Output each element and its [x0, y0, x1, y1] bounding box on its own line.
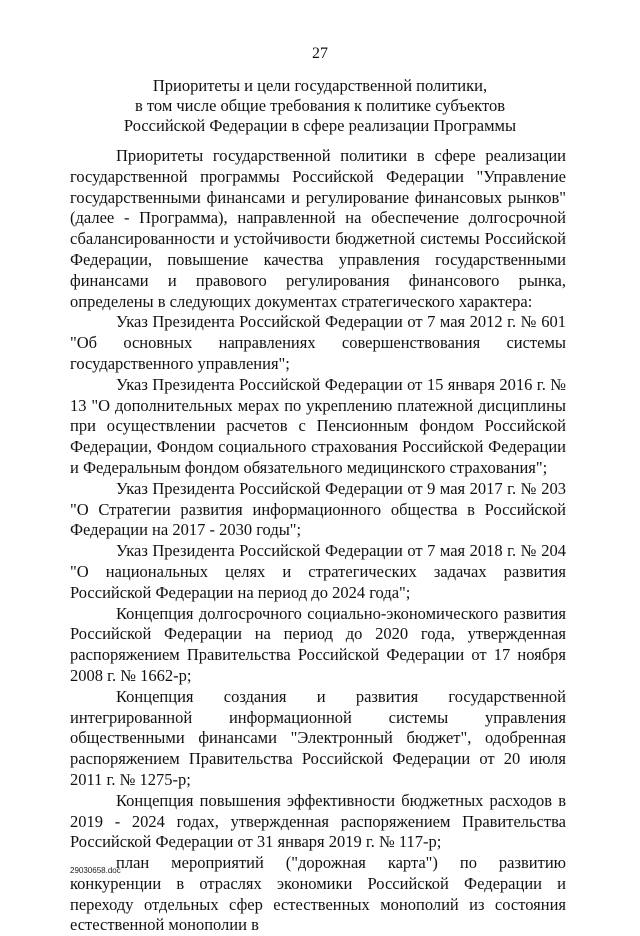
heading-line: Приоритеты и цели государственной политики,: [152, 76, 488, 95]
page-number: 27: [312, 45, 328, 62]
list-item-concept-efficiency: Концепция повышения эффективности бюджетных расходов в 2019 - 2024 годах, утвержденная распоряжением Правительства Российской Федерации от 31 января 2019 г. № 117-р;: [70, 790, 566, 852]
list-item-decree-204: Указ Президента Российской Федерации от 7 мая 2018 г. № 204 "О национальных целях и стратегических задачах развития Российской Федерации на период до 2024 года";: [70, 541, 566, 602]
section-heading: [70, 76, 570, 136]
list-item-decree-203: Указ Президента Российской Федерации от 9 мая 2017 г. № 203 "О Стратегии развития информационного общества в Российской Федерации на 2017 - 2030 годы";: [70, 478, 566, 540]
list-item-concept-2020: Концепция долгосрочного социально-экономического развития Российской Федерации на период до 2020 года, утвержденная распоряжением Правительства Российской Федерации от 17 ноября 2008 г. № 1662-р;: [70, 603, 566, 685]
heading-line: в том числе общие требования к политике субъектов: [134, 96, 506, 115]
list-item-roadmap: план мероприятий ("дорожная карта") по развитию конкуренции в отраслях экономики Российской Федерации и переходу отдельных сфер естественных монополий из состояния естественной монополии в: [70, 853, 566, 935]
document-body: [70, 146, 566, 936]
list-item-decree-601: Указ Президента Российской Федерации от 7 мая 2012 г. № 601 "Об основных направлениях совершенствования системы государственного управления";: [70, 312, 566, 373]
footer-file-code: 29030658.doc: [70, 866, 121, 875]
list-item-concept-electronic-budget: Концепция создания и развития государственной интегрированной информационной системы управления общественными финансами "Электронный бюджет", одобренная распоряжением Правительства Российской Федерации от 20 июля 2011 г. № 1275-р;: [70, 686, 566, 789]
list-item-decree-13: Указ Президента Российской Федерации от 15 января 2016 г. № 13 "О дополнительных мерах по укреплению платежной дисциплины при осуществлении расчетов с Пенсионным фондом Российской Федерации, Фондом социального страхования Российской Федерации и Федеральным фондом обязательного медицинского страхования";: [70, 374, 566, 477]
intro-paragraph: Приоритеты государственной политики в сфере реализации государственной программы Российской Федерации "Управление государственными финансами и регулирование финансовых рынков" (далее - Программа), направленной на обеспечение долгосрочной сбалансированности и устойчивости бюджетной системы Российской Федерации, повышение качества управления государственными финансами и правового регулирования финансового рынка, определены в следующих документах стратегического характера:: [70, 146, 566, 311]
heading-line: Российской Федерации в сфере реализации Программы: [123, 116, 517, 135]
